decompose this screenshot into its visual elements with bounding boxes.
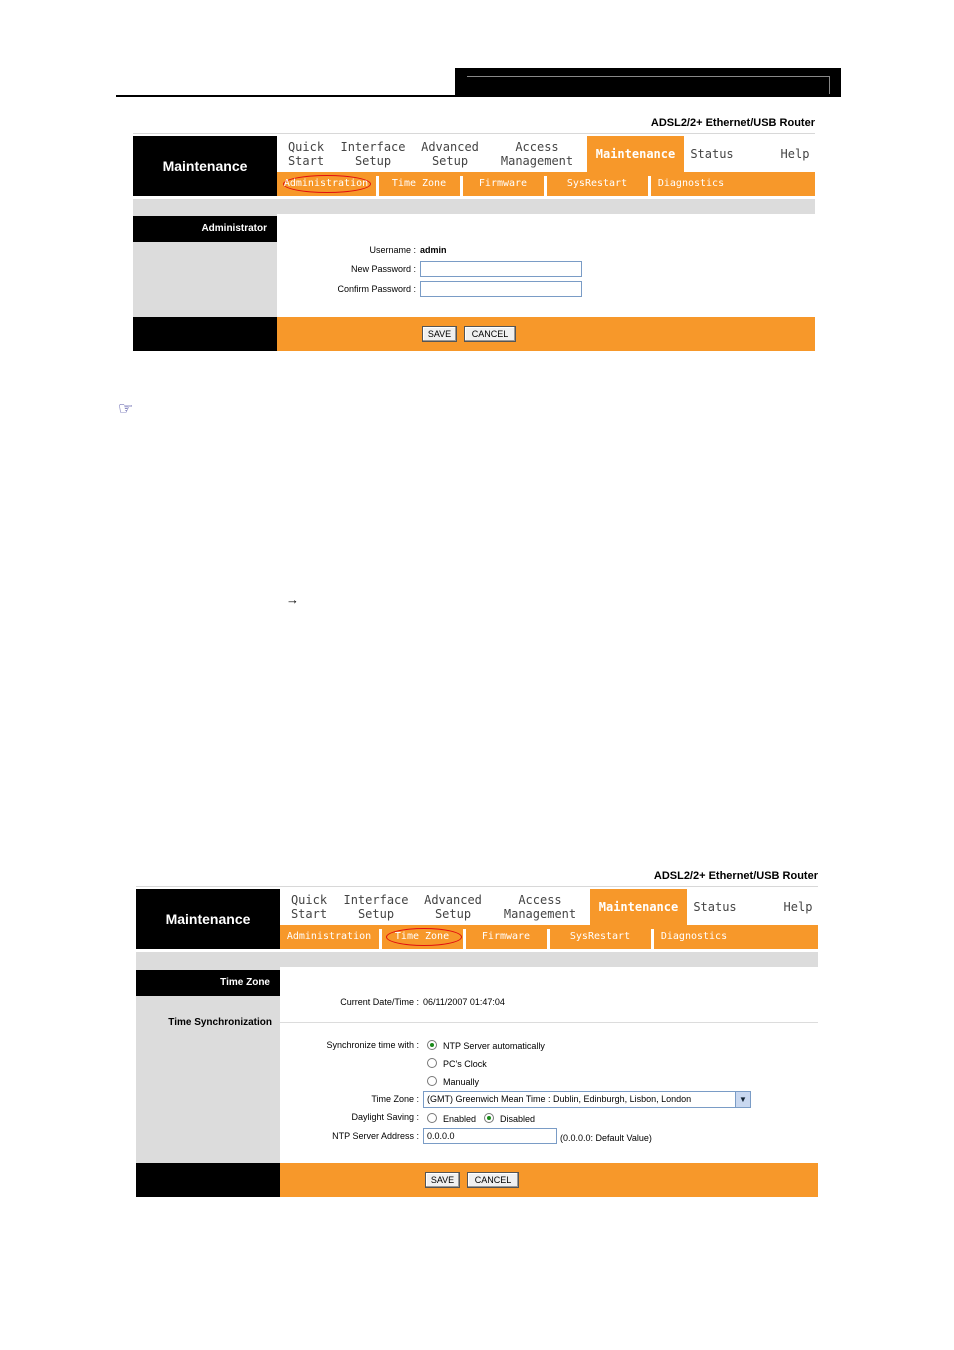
title-rule <box>133 133 815 134</box>
nav-advanced-setup[interactable]: Advanced Setup <box>424 893 482 921</box>
footer-bar <box>277 317 815 351</box>
nav-maintenance[interactable]: Maintenance <box>587 136 684 172</box>
subnav-sysrestart[interactable]: SysRestart <box>566 178 628 189</box>
nav-status[interactable]: Status <box>690 147 734 161</box>
current-datetime-value: 06/11/2007 01:47:04 <box>423 997 505 1007</box>
admin-panel <box>133 117 815 351</box>
timezone-select[interactable] <box>423 1091 751 1108</box>
box-title: Administrator <box>133 216 277 242</box>
main-nav <box>277 136 815 172</box>
save-button[interactable]: SAVE <box>422 326 457 342</box>
divider <box>280 1022 818 1023</box>
sync-manual-radio[interactable] <box>427 1076 437 1086</box>
timezone-label: Time Zone : <box>371 1094 419 1104</box>
nav-advanced-setup[interactable]: Advanced Setup <box>421 140 479 168</box>
sub-nav <box>277 172 815 196</box>
nav-help[interactable]: Help <box>783 900 813 914</box>
cancel-button[interactable]: CANCEL <box>467 1172 519 1188</box>
main-nav <box>280 889 818 925</box>
sync-ntp-label: NTP Server automatically <box>443 1041 545 1051</box>
username-value: admin <box>420 245 447 255</box>
subnav-diagnostics[interactable]: Diagnostics <box>657 178 725 189</box>
confirm-password-field[interactable] <box>420 281 582 297</box>
nav-help[interactable]: Help <box>780 147 810 161</box>
router-title: ADSL2/2+ Ethernet/USB Router <box>650 117 815 129</box>
daylight-label: Daylight Saving : <box>351 1112 419 1122</box>
ntp-server-field[interactable]: 0.0.0.0 <box>423 1128 557 1144</box>
right-arrow-icon: → <box>286 592 299 607</box>
save-button[interactable]: SAVE <box>425 1172 460 1188</box>
subnav-sysrestart[interactable]: SysRestart <box>569 931 631 942</box>
nav-access-management[interactable]: Access Management <box>500 140 574 168</box>
timezone-panel <box>136 870 818 1197</box>
chevron-down-icon[interactable]: ▼ <box>735 1092 750 1107</box>
footer-bar <box>280 1163 818 1197</box>
daylight-enabled-radio[interactable] <box>427 1113 437 1123</box>
nav-access-management[interactable]: Access Management <box>503 893 577 921</box>
gray-strip <box>136 952 818 967</box>
page-header-bar <box>455 68 841 97</box>
sync-manual-label: Manually <box>443 1077 480 1087</box>
nav-interface-setup[interactable]: Interface Setup <box>343 893 409 921</box>
left-column <box>136 967 280 1163</box>
time-sync-label: Time Synchronization <box>168 1017 272 1028</box>
subnav-time-zone[interactable]: Time Zone <box>394 931 450 942</box>
subnav-administration[interactable]: Administration <box>283 178 369 189</box>
cancel-button[interactable]: CANCEL <box>464 326 516 342</box>
nav-interface-setup[interactable]: Interface Setup <box>340 140 406 168</box>
nav-maintenance[interactable]: Maintenance <box>590 889 687 925</box>
sync-pc-radio[interactable] <box>427 1058 437 1068</box>
page-header-inner <box>467 76 830 94</box>
daylight-disabled-label: Disabled <box>500 1114 536 1124</box>
current-datetime-label: Current Date/Time : <box>340 997 419 1007</box>
timezone-value: (GMT) Greenwich Mean Time : Dublin, Edinburgh, Lisbon, London <box>427 1094 692 1104</box>
subnav-firmware[interactable]: Firmware <box>478 178 528 189</box>
section-label: Maintenance <box>133 136 277 196</box>
footer-left <box>133 317 277 351</box>
pointing-hand-icon: ☞ <box>118 399 134 418</box>
page-header-rule <box>116 95 841 97</box>
ntp-label: NTP Server Address : <box>332 1131 419 1141</box>
sync-ntp-radio[interactable] <box>427 1040 437 1050</box>
nav-quick-start[interactable]: Quick Start <box>287 140 325 168</box>
subnav-diagnostics[interactable]: Diagnostics <box>660 931 728 942</box>
title-rule <box>136 886 818 887</box>
nav-quick-start[interactable]: Quick Start <box>290 893 328 921</box>
nav-status[interactable]: Status <box>693 900 737 914</box>
box-title: Time Zone <box>136 970 280 996</box>
gray-strip <box>133 199 815 214</box>
sync-pc-label: PC's Clock <box>443 1059 487 1069</box>
username-label: Username : <box>369 245 416 255</box>
daylight-enabled-label: Enabled <box>443 1114 477 1124</box>
confirm-password-label: Confirm Password : <box>337 284 416 294</box>
footer-left <box>136 1163 280 1197</box>
daylight-disabled-radio[interactable] <box>484 1113 494 1123</box>
router-title: ADSL2/2+ Ethernet/USB Router <box>653 870 818 882</box>
ntp-hint: (0.0.0.0: Default Value) <box>560 1133 652 1143</box>
subnav-time-zone[interactable]: Time Zone <box>391 178 447 189</box>
subnav-administration[interactable]: Administration <box>286 931 372 942</box>
sub-nav <box>280 925 818 949</box>
section-label: Maintenance <box>136 889 280 949</box>
new-password-field[interactable] <box>420 261 582 277</box>
subnav-firmware[interactable]: Firmware <box>481 931 531 942</box>
new-password-label: New Password : <box>350 264 416 274</box>
sync-label: Synchronize time with : <box>326 1040 419 1050</box>
